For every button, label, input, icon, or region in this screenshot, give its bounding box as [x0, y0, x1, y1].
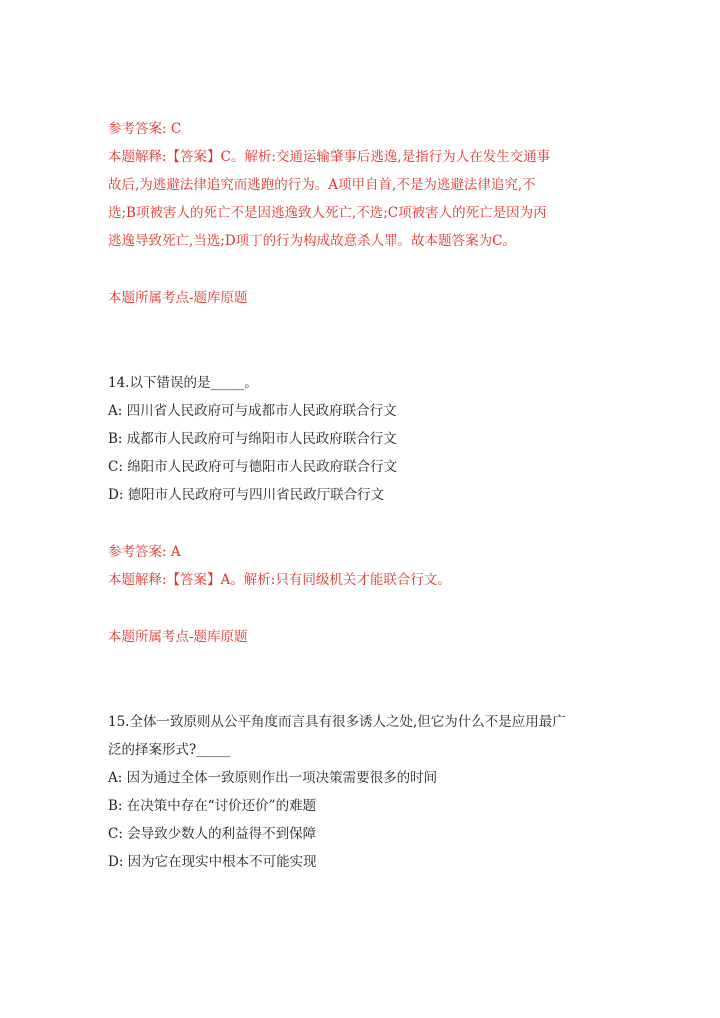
- answer-q14: 参考答案: A: [108, 544, 181, 560]
- q15-option-a: A: 因为通过全体一致原则作出一项决策需要很多的时间: [108, 770, 438, 786]
- answer-q13: 参考答案: C: [108, 121, 182, 137]
- question-15-line-2: 泛的择案形式?_____: [108, 742, 230, 758]
- q14-option-c: C: 绵阳市人民政府可与德阳市人民政府联合行文: [108, 459, 398, 475]
- q14-option-d: D: 德阳市人民政府可与四川省民政厅联合行文: [108, 487, 385, 503]
- source-q14: 本题所属考点-题库原题: [108, 629, 248, 645]
- explanation-line-1: 本题解释:【答案】C。解析:交通运输肇事后逃逸,是指行为人在发生交通事: [108, 149, 551, 165]
- explanation-line-4: 逃逸导致死亡,当选;D项丁的行为构成故意杀人罪。故本题答案为C。: [108, 233, 516, 249]
- question-15-line-1: 15.全体一致原则从公平角度而言具有很多诱人之处,但它为什么不是应用最广: [108, 714, 566, 730]
- explanation-line-3: 选;B项被害人的死亡不是因逃逸致人死亡,不选;C项被害人的死亡是因为丙: [108, 205, 547, 221]
- explanation-q14: 本题解释:【答案】A。解析:只有同级机关才能联合行文。: [108, 572, 451, 588]
- q14-option-b: B: 成都市人民政府可与绵阳市人民政府联合行文: [108, 431, 397, 447]
- question-14: 14.以下错误的是_____。: [108, 375, 258, 391]
- q15-option-b: B: 在决策中存在“讨价还价”的难题: [108, 798, 317, 814]
- explanation-line-2: 故后,为逃避法律追究而逃跑的行为。A项甲自首,不是为逃避法律追究,不: [108, 177, 536, 193]
- source-q13: 本题所属考点-题库原题: [108, 290, 248, 306]
- q15-option-d: D: 因为它在现实中根本不可能实现: [108, 854, 317, 870]
- q14-option-a: A: 四川省人民政府可与成都市人民政府联合行文: [108, 403, 397, 419]
- q15-option-c: C: 会导致少数人的利益得不到保障: [108, 826, 317, 842]
